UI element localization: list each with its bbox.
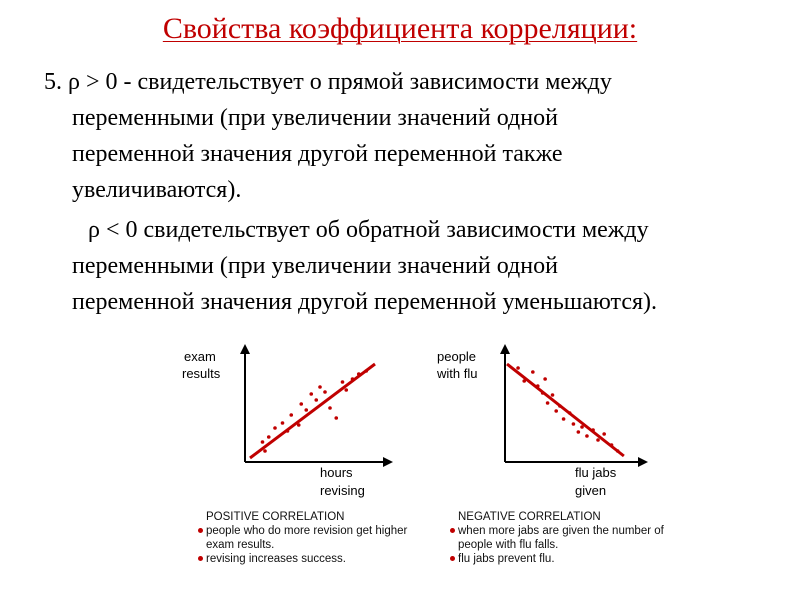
positive-correlation-chart [170, 340, 400, 505]
caption-item [450, 552, 670, 566]
data-point [344, 388, 348, 392]
trend-line [250, 364, 375, 458]
data-point [323, 390, 327, 394]
caption-title: POSITIVE CORRELATION [206, 511, 345, 523]
text-line: увеличиваются). [72, 177, 242, 203]
text-line: 5. ρ > 0 - свидетельствует о прямой зависимости между [44, 69, 612, 95]
data-point [364, 369, 368, 373]
data-point [591, 428, 595, 432]
data-point [267, 435, 271, 439]
data-point [610, 443, 614, 447]
data-point [531, 370, 535, 374]
data-point [314, 398, 318, 402]
data-point [334, 416, 338, 420]
caption-item-text: people who do more revision get higher exam results. [206, 525, 408, 551]
data-point [572, 422, 576, 426]
data-point [286, 429, 290, 433]
caption-item [198, 524, 418, 552]
data-point [568, 411, 572, 415]
data-point [580, 425, 584, 429]
data-point [299, 402, 303, 406]
x-axis-arrow-icon [383, 457, 393, 467]
data-point [554, 409, 558, 413]
data-point [522, 379, 526, 383]
paragraph-positive [44, 64, 774, 208]
data-point [551, 393, 555, 397]
text-line: переменными (при увеличении значений одной [72, 105, 558, 131]
data-point [341, 380, 345, 384]
data-point [602, 432, 606, 436]
y-axis-label-line: exam [184, 349, 216, 364]
data-point [577, 430, 581, 434]
data-point [543, 377, 547, 381]
caption-item-text: when more jabs are given the number of people with flu falls. [458, 525, 664, 551]
bullet-icon [450, 556, 455, 561]
y-axis-label-line: people [437, 349, 477, 364]
y-axis-label-line: results [182, 366, 221, 381]
data-point [297, 423, 301, 427]
bullet-icon [198, 528, 203, 533]
x-axis-label-line: revising [320, 483, 365, 498]
caption-item [198, 552, 418, 566]
negative-caption [450, 510, 670, 566]
data-point [516, 366, 520, 370]
data-point [351, 377, 355, 381]
caption-title: NEGATIVE CORRELATION [458, 511, 601, 523]
data-point [546, 401, 550, 405]
data-point [616, 449, 620, 453]
text-line: ρ < 0 свидетельствует об обратной зависимости между [88, 217, 649, 243]
text-line: переменной значения другой переменной уменьшаются). [72, 289, 658, 315]
data-point [596, 438, 600, 442]
data-point [261, 440, 265, 444]
data-point [309, 392, 313, 396]
x-axis-label-line: given [575, 483, 607, 498]
bullet-icon [198, 556, 203, 561]
data-point [263, 449, 267, 453]
y-axis-arrow-icon [500, 344, 510, 354]
data-point [562, 417, 566, 421]
bullet-icon [450, 528, 455, 533]
data-point [558, 404, 562, 408]
x-axis-arrow-icon [638, 457, 648, 467]
caption-item [450, 524, 670, 552]
x-axis-label-line: hours [320, 465, 353, 480]
data-point [536, 384, 540, 388]
data-point [289, 413, 293, 417]
caption-item-text: revising increases success. [206, 553, 346, 565]
text-line: переменной значения другой переменной также [72, 141, 563, 167]
data-point [328, 406, 332, 410]
positive-caption [198, 510, 418, 566]
y-axis-label-line: with flu [437, 366, 478, 381]
data-point [318, 385, 322, 389]
text-line: переменными (при увеличении значений одной [72, 253, 558, 279]
negative-correlation-chart [425, 340, 655, 505]
paragraph-negative [44, 212, 784, 320]
y-axis-arrow-icon [240, 344, 250, 354]
data-point [541, 391, 545, 395]
data-point [585, 434, 589, 438]
trend-line [507, 364, 624, 456]
caption-item-text: flu jabs prevent flu. [458, 553, 555, 565]
data-point [304, 408, 308, 412]
data-point [273, 426, 277, 430]
x-axis-label-line: flu jabs [575, 465, 617, 480]
slide-title: Свойства коэффициента корреляции: [162, 12, 638, 45]
data-point [357, 372, 361, 376]
data-point [281, 421, 285, 425]
